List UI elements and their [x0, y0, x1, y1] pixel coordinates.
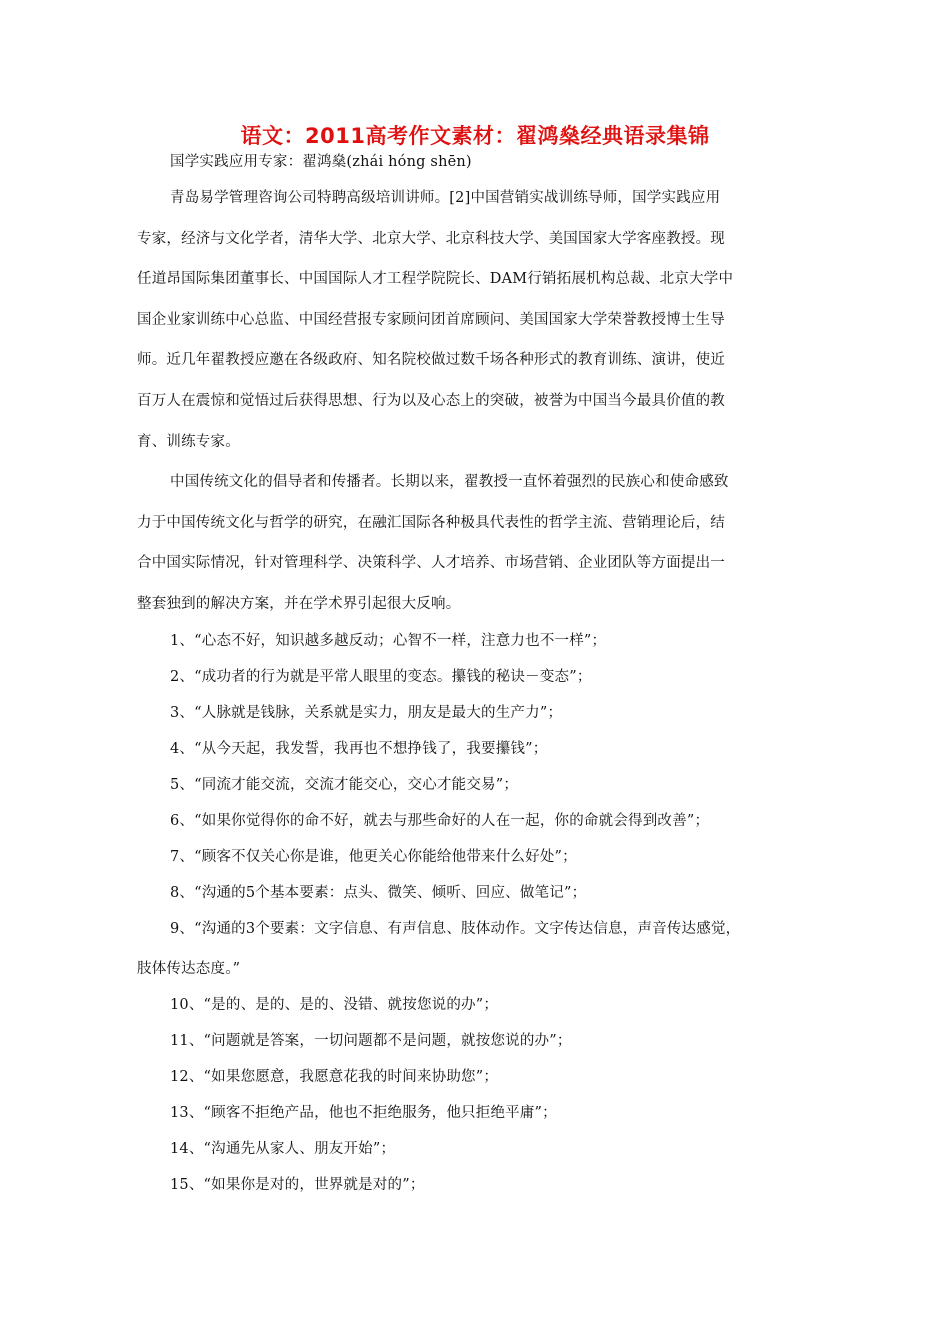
- intro1-line-1: 青岛易学管理咨询公司特聘高级培训讲师。[2]中国营销实战训练导师，国学实践应用: [170, 190, 721, 206]
- intro1-line-4: 国企业家训练中心总监、中国经营报专家顾问团首席顾问、美国国家大学荣誉教授博士生导: [137, 312, 725, 328]
- intro2-line-4: 整套独到的解决方案，并在学术界引起很大反响。: [137, 596, 461, 612]
- document-title: 语文：2011高考作文素材：翟鸿燊经典语录集锦: [240, 124, 710, 148]
- quote-4: 4、“从今天起，我发誓，我再也不想挣钱了，我要攥钱”；: [170, 741, 548, 757]
- intro2-line-3: 合中国实际情况，针对管理科学、决策科学、人才培养、市场营销、企业团队等方面提出一: [137, 555, 725, 571]
- quote-8: 8、“沟通的5个基本要素：点头、微笑、倾听、回应、做笔记”；: [170, 885, 587, 901]
- quote-5: 5、“同流才能交流，交流才能交心，交心才能交易”；: [170, 777, 519, 793]
- intro2-line-2: 力于中国传统文化与哲学的研究，在融汇国际各种极具代表性的哲学主流、营销理论后，结: [137, 515, 725, 531]
- intro1-line-2: 专家，经济与文化学者，清华大学、北京大学、北京科技大学、美国国家大学客座教授。现: [137, 231, 725, 247]
- quote-7: 7、“顾客不仅关心你是谁，他更关心你能给他带来什么好处”；: [170, 849, 577, 865]
- quote-10: 10、“是的、是的、是的、没错、就按您说的办”；: [170, 997, 499, 1013]
- intro1-line-7: 育、训练专家。: [137, 434, 240, 450]
- quote-9-continued: 肢体传达态度。”: [137, 961, 241, 977]
- quote-1: 1、“心态不好，知识越多越反动；心智不一样，注意力也不一样”；: [170, 633, 607, 649]
- quote-9: 9、“沟通的3个要素：文字信息、有声信息、肢体动作。文字传达信息，声音传达感觉，: [170, 921, 741, 937]
- quote-11: 11、“问题就是答案，一切问题都不是问题，就按您说的办”；: [170, 1033, 572, 1049]
- intro2-line-1: 中国传统文化的倡导者和传播者。长期以来，翟教授一直怀着强烈的民族心和使命感致: [170, 474, 729, 490]
- quote-12: 12、“如果您愿意，我愿意花我的时间来协助您”；: [170, 1069, 499, 1085]
- quote-3: 3、“人脉就是钱脉，关系就是实力，朋友是最大的生产力”；: [170, 705, 563, 721]
- quote-13: 13、“顾客不拒绝产品，他也不拒绝服务，他只拒绝平庸”；: [170, 1105, 557, 1121]
- intro1-line-6: 百万人在震惊和觉悟过后获得思想、行为以及心态上的突破，被誉为中国当今最具价值的教: [137, 393, 725, 409]
- intro1-line-3: 任道昂国际集团董事长、中国国际人才工程学院院长、DAM行销拓展机构总裁、北京大学中: [137, 271, 734, 287]
- quote-6: 6、“如果你觉得你的命不好，就去与那些命好的人在一起，你的命就会得到改善”；: [170, 813, 710, 829]
- quote-15: 15、“如果你是对的，世界就是对的”；: [170, 1177, 425, 1193]
- quote-2: 2、“成功者的行为就是平常人眼里的变态。攥钱的秘诀－变态”；: [170, 669, 592, 685]
- intro1-line-5: 师。近几年翟教授应邀在各级政府、知名院校做过数千场各种形式的教育训练、演讲，使近: [137, 352, 725, 368]
- subtitle-line: 国学实践应用专家：翟鸿燊(zhái hóng shēn): [170, 154, 472, 170]
- quote-14: 14、“沟通先从家人、朋友开始”；: [170, 1141, 396, 1157]
